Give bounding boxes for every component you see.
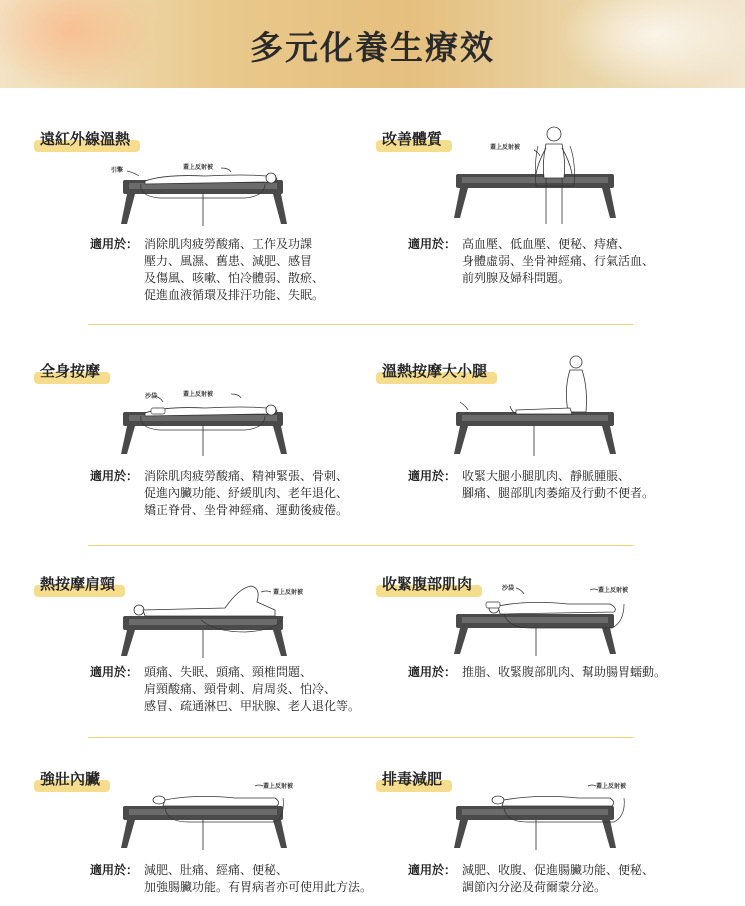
desc-line: 推脂、收緊腹部肌肉、幫助腸胃蠕動。 bbox=[462, 665, 667, 679]
desc-line: 消除肌肉疲勞酸痛、精神緊張、骨刺、 bbox=[144, 469, 349, 483]
page-title: 多元化養生療效 bbox=[250, 28, 495, 67]
lead-label: 適用於： bbox=[90, 469, 139, 483]
label-sandbag: 沙袋 bbox=[502, 585, 515, 592]
desc-line: 收緊大腿小腿肌肉、靜脈腫脹、 bbox=[462, 469, 631, 483]
bed-illustration-lying bbox=[105, 384, 305, 464]
section-title: 溫熱按摩大小腿 bbox=[378, 358, 491, 384]
bed-illustration-prone bbox=[448, 578, 638, 658]
section-title: 強壯內臟 bbox=[36, 766, 104, 792]
desc-line: 促進血液循環及排汗功能、失眠。 bbox=[144, 288, 325, 302]
section-title: 改善體質 bbox=[378, 126, 446, 152]
desc-line: 促進內臟功能、紓緩肌肉、老年退化、 bbox=[144, 486, 349, 500]
desc-line: 身體虛弱、坐骨神經痛、行氣活血、 bbox=[462, 254, 655, 268]
section-desc bbox=[408, 664, 738, 681]
section-divider bbox=[88, 545, 633, 546]
desc-line: 減肥、收腹、促進腸臟功能、便秘、 bbox=[462, 863, 655, 877]
label-cover: 蓋上反射被 bbox=[598, 587, 629, 594]
bed-illustration-prone bbox=[448, 776, 638, 856]
section-desc bbox=[90, 468, 390, 519]
label-sandbag: 沙袋 bbox=[145, 393, 158, 400]
desc-line: 消除肌肉疲勞酸痛、工作及功課 bbox=[144, 237, 313, 251]
section-full-body-massage bbox=[36, 358, 396, 384]
desc-line: 肩頸酸痛、頸骨刺、肩周炎、怕冷、 bbox=[144, 682, 337, 696]
section-title: 遠紅外線溫熱 bbox=[36, 126, 134, 152]
section-divider bbox=[88, 324, 633, 325]
bed-illustration-sitting bbox=[450, 122, 620, 232]
desc-line: 壓力、風濕、舊患、減肥、感冒 bbox=[144, 254, 313, 268]
label-cover: 蓋上反射被 bbox=[596, 783, 627, 790]
section-desc bbox=[408, 236, 728, 287]
desc-line: 高血壓、低血壓、便秘、痔瘡、 bbox=[462, 237, 631, 251]
section-desc bbox=[90, 236, 390, 304]
lead-label: 適用於： bbox=[90, 665, 139, 679]
section-desc bbox=[408, 468, 728, 502]
desc-line: 加強腸臟功能。有胃病者亦可使用此方法。 bbox=[144, 880, 373, 894]
section-desc bbox=[90, 664, 390, 715]
section-title: 熱按摩肩頸 bbox=[36, 571, 119, 597]
label-cover: 蓋上反射被 bbox=[263, 783, 294, 790]
lead-label: 適用於： bbox=[90, 237, 139, 251]
lead-label: 適用於： bbox=[408, 469, 457, 483]
section-desc bbox=[408, 862, 728, 896]
desc-line: 矯正脊骨、坐骨神經痛、運動後疲倦。 bbox=[144, 503, 349, 517]
label-cover: 蓋上反射被 bbox=[183, 164, 214, 171]
section-far-infrared bbox=[36, 126, 396, 152]
desc-line: 前列腺及婦科問題。 bbox=[462, 271, 571, 285]
bed-illustration-prone bbox=[105, 776, 305, 856]
bed-illustration-lying bbox=[105, 152, 305, 232]
desc-line: 頭痛、失眠、頭痛、頸椎問題、 bbox=[144, 665, 313, 679]
section-divider bbox=[88, 737, 633, 738]
lead-label: 適用於： bbox=[408, 237, 457, 251]
section-title: 排毒減肥 bbox=[378, 766, 446, 792]
label-cover: 蓋上反射被 bbox=[490, 144, 521, 151]
bed-illustration-knees-up bbox=[105, 580, 305, 660]
label-engine: 引擎 bbox=[111, 167, 124, 174]
desc-line: 感冒、疏通淋巴、甲狀腺、老人退化等。 bbox=[144, 699, 361, 713]
section-desc bbox=[90, 862, 410, 896]
bed-illustration-long-sitting bbox=[450, 352, 620, 462]
label-cover: 蓋上反射被 bbox=[183, 391, 214, 398]
section-title: 收緊腹部肌肉 bbox=[378, 571, 476, 597]
lead-label: 適用於： bbox=[408, 863, 457, 877]
lead-label: 適用於： bbox=[408, 665, 457, 679]
desc-line: 腳痛、腿部肌肉萎縮及行動不便者。 bbox=[462, 486, 655, 500]
header-banner bbox=[0, 0, 745, 88]
desc-line: 及傷風、咳嗽、怕冷體弱、散瘀、 bbox=[144, 271, 325, 285]
lead-label: 適用於： bbox=[90, 863, 139, 877]
section-title: 全身按摩 bbox=[36, 358, 104, 384]
label-cover: 蓋上反射被 bbox=[273, 589, 304, 596]
desc-line: 調節內分泌及荷爾蒙分泌。 bbox=[462, 880, 607, 894]
desc-line: 減肥、肚痛、經痛、便秘、 bbox=[144, 863, 289, 877]
